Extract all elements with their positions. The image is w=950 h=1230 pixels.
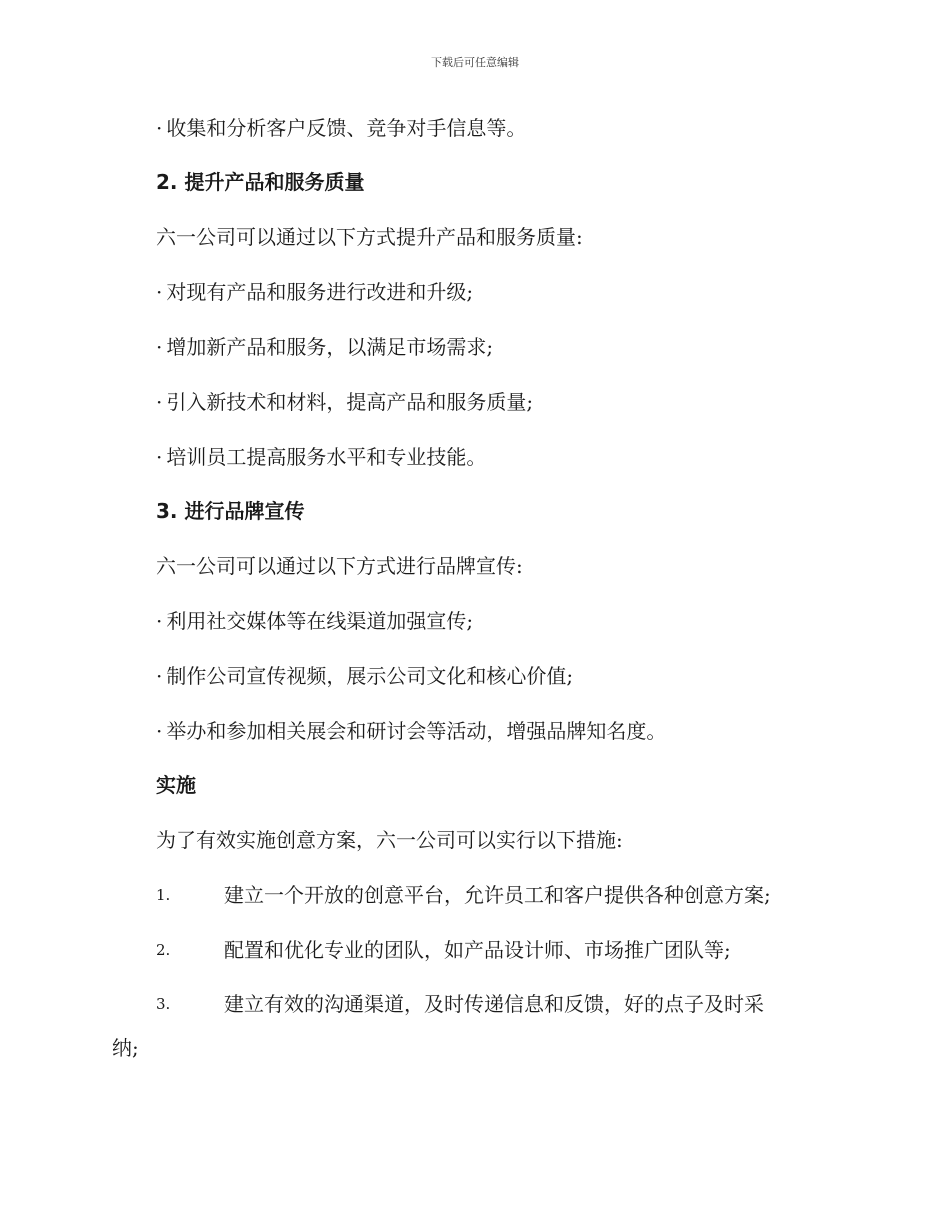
bullet-text: 引入新技术和材料，提高产品和服务质量;: [166, 390, 534, 414]
bullet-item: [156, 717, 666, 745]
list-number: 3.: [156, 995, 171, 1013]
bullet-item: [156, 278, 473, 306]
bullet-item: [156, 114, 526, 142]
section-heading-2: 2. 提升产品和服务质量: [156, 170, 365, 194]
bullet-text: 收集和分析客户反馈、竞争对手信息等。: [166, 116, 527, 140]
section-heading-3: 3. 进行品牌宣传: [156, 499, 305, 523]
bullet-dot: ·: [156, 116, 163, 140]
bullet-dot: ·: [156, 445, 163, 469]
section-heading-implementation: 实施: [156, 773, 196, 797]
bullet-dot: ·: [156, 664, 163, 688]
list-number: 1.: [156, 886, 171, 904]
numbered-item-text: 配置和优化专业的团队，如产品设计师、市场推广团队等;: [224, 938, 731, 962]
numbered-item-text: 建立有效的沟通渠道，及时传递信息和反馈，好的点子及时采: [224, 992, 764, 1016]
list-number: 2.: [156, 941, 171, 959]
bullet-dot: ·: [156, 390, 163, 414]
page-header: 下载后可任意编辑: [431, 56, 519, 69]
bullet-item: [156, 388, 533, 416]
bullet-dot: ·: [156, 335, 163, 359]
bullet-text: 培训员工提高服务水平和专业技能。: [166, 445, 487, 469]
numbered-item-continuation: 纳;: [112, 1036, 139, 1060]
bullet-text: 增加新产品和服务，以满足市场需求;: [166, 335, 494, 359]
bullet-item: [156, 333, 493, 361]
bullet-text: 制作公司宣传视频，展示公司文化和核心价值;: [166, 664, 574, 688]
bullet-dot: ·: [156, 719, 163, 743]
bullet-item: [156, 443, 486, 471]
bullet-text: 利用社交媒体等在线渠道加强宣传;: [166, 609, 474, 633]
paragraph-intro-implementation: 为了有效实施创意方案，六一公司可以实行以下措施:: [156, 828, 623, 852]
bullet-item: [156, 607, 473, 635]
bullet-text: 举办和参加相关展会和研讨会等活动，增强品牌知名度。: [166, 719, 667, 743]
paragraph-intro-2: 六一公司可以通过以下方式提升产品和服务质量:: [156, 225, 583, 249]
numbered-item-text: 建立一个开放的创意平台，允许员工和客户提供各种创意方案;: [224, 883, 771, 907]
paragraph-intro-3: 六一公司可以通过以下方式进行品牌宣传:: [156, 554, 523, 578]
bullet-dot: ·: [156, 280, 163, 304]
bullet-text: 对现有产品和服务进行改进和升级;: [166, 280, 474, 304]
bullet-dot: ·: [156, 609, 163, 633]
bullet-item: [156, 662, 573, 690]
